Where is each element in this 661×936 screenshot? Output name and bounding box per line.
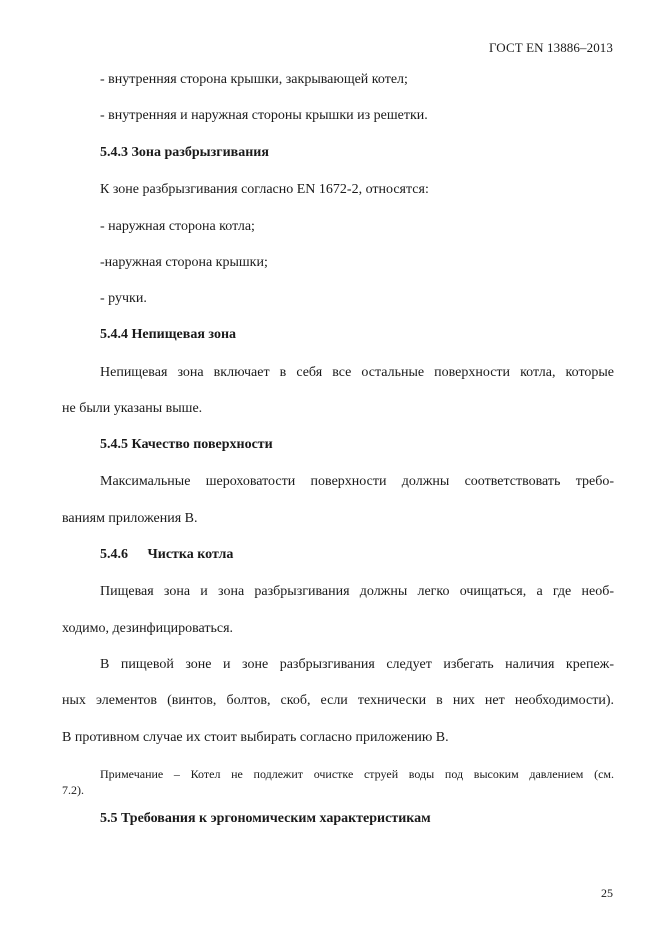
paragraph-nonfood-zone-line1: Непищевая зона включает в себя все остальные поверхности котла, которые <box>100 365 614 380</box>
paragraph-cleaning-line1: Пищевая зона и зона разбрызгивания должны легко очищаться, а где необ- <box>100 584 614 599</box>
paragraph-cleaning-line2: ходимо, дезинфицироваться. <box>62 621 234 636</box>
section-heading-5-4-4 <box>100 326 614 344</box>
paragraph-nonfood-zone-line2: не были указаны выше. <box>62 401 203 416</box>
section-title: Требования к эргономическим характеристикам <box>121 811 431 826</box>
paragraph-fasteners-line3: В противном случае их стоит выбирать согласно приложению В. <box>62 730 449 745</box>
section-heading-5-4-5 <box>100 436 614 454</box>
section-title: Зона разбрызгивания <box>131 145 269 160</box>
paragraph-surface-quality-line1: Максимальные шероховатости поверхности должны соответствовать требо- <box>100 474 614 489</box>
paragraph-fasteners-line1: В пищевой зоне и зоне разбрызгивания следует избегать наличия крепеж- <box>100 657 614 672</box>
list-item-lid-outer-side: -наружная сторона крышки; <box>100 255 268 270</box>
section-number: 5.4.4 <box>100 327 128 342</box>
list-item-boiler-outer-side: - наружная сторона котла; <box>100 219 255 234</box>
note-line2: 7.2). <box>62 783 84 797</box>
section-heading-5-5 <box>100 810 614 828</box>
section-number: 5.4.6 <box>100 547 128 562</box>
section-number: 5.4.3 <box>100 145 128 160</box>
paragraph-splash-zone-intro: К зоне разбрызгивания согласно EN 1672-2, относятся: <box>100 182 429 197</box>
paragraph-fasteners-line2: ных элементов (винтов, болтов, скоб, если технически в них нет необходимости). <box>62 693 614 708</box>
section-title: Непищевая зона <box>131 327 237 342</box>
section-heading-5-4-6 <box>100 546 614 564</box>
list-item-handles: - ручки. <box>100 291 147 306</box>
section-title: Качество поверхности <box>131 437 273 452</box>
page-number: 25 <box>601 886 613 900</box>
section-number: 5.5 <box>100 811 118 826</box>
list-item-grid-lid-sides: - внутренняя и наружная стороны крышки из решетки. <box>100 108 428 123</box>
note-line1: Примечание – Котел не подлежит очистке струей воды под высоким давлением (см. <box>100 767 614 781</box>
list-item-lid-inner-side: - внутренняя сторона крышки, закрывающей котел; <box>100 72 408 87</box>
page-header-standard-id: ГОСТ EN 13886–2013 <box>489 40 613 55</box>
section-title: Чистка котла <box>147 547 234 562</box>
paragraph-surface-quality-line2: ваниям приложения В. <box>62 511 198 526</box>
section-heading-5-4-3 <box>100 144 614 162</box>
section-number: 5.4.5 <box>100 437 128 452</box>
